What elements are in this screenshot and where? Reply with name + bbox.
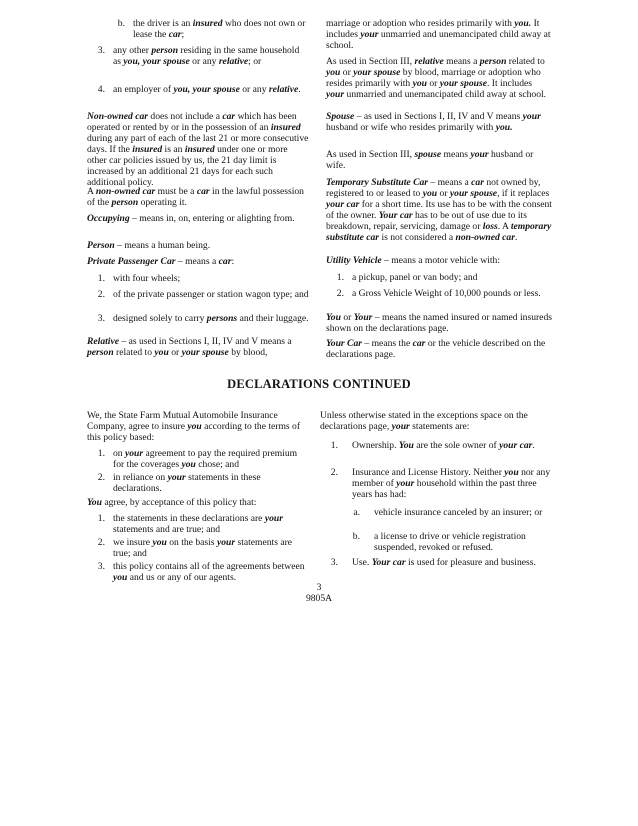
list-item: 1. the statements in these declarations are your statements and are true; and: [97, 513, 283, 535]
list-item-b: b. the driver is an insured who does not own or lease the car;: [117, 18, 306, 40]
form-code: 9805A: [305, 593, 333, 604]
spouse-definition: Spouse – as used in Sections I, II, IV and V means your husband or wife who resides primarily with you.: [326, 111, 541, 133]
list-item: 2. in reliance on your statements in these declarations.: [97, 472, 261, 494]
non-owned-car-definition: Non-owned car does not include a car which has been operated or rented by or in the possession of an insured during any part of each of the last 21 or more consecutive days. If the insured is an insured under one or more other car policies issued by us, the 21 day limit is increased by an additional 21 days for each such additional policy.: [87, 111, 309, 188]
page-number: 3: [316, 582, 322, 593]
list-item: 1. with four wheels;: [97, 273, 181, 284]
left-column-top: [87, 18, 309, 358]
list-item: 2. we insure you on the basis your statements are true; and: [97, 537, 293, 559]
relative-definition: Relative – as used in Sections I, II, IV and V means a person related to you or your spouse by blood,: [87, 336, 292, 358]
private-passenger-car-definition: Private Passenger Car – means a car:: [87, 256, 235, 267]
list-item-a: a. vehicle insurance canceled by an insurer; or: [353, 507, 543, 518]
declarations-intro: We, the State Farm Mutual Automobile Insurance Company, agree to insure you according to the terms of this policy based:: [87, 410, 301, 443]
list-item-insurance-history: 2. Insurance and License History. Neither you nor any member of your household within the past three years has had:: [330, 467, 551, 500]
section-3-relative: As used in Section III, relative means a person related to you or your spouse by blood, marriage or adoption who resides primarily with you or your spouse. It includes your unmarried and unemancipated child away at school.: [326, 56, 547, 100]
non-owned-car-possession: A non-owned car must be a car in the lawful possession of the person operating it.: [87, 186, 304, 208]
agreement-intro: You agree, by acceptance of this policy that:: [87, 497, 257, 508]
left-column-bottom: [87, 410, 309, 590]
list-item: 2. a Gross Vehicle Weight of 10,000 pounds or less.: [336, 288, 541, 299]
person-definition: Person – means a human being.: [87, 240, 211, 251]
relative-continued: marriage or adoption who resides primarily with you. It includes your unmarried and unemancipated child away at school.: [326, 18, 551, 51]
list-item: 2. of the private passenger or station wagon type; and: [97, 289, 309, 300]
list-item: 3. designed solely to carry persons and their luggage.: [97, 313, 309, 324]
statements-intro: Unless otherwise stated in the exceptions space on the declarations page, your statements are:: [320, 410, 528, 432]
list-item-use: 3. Use. Your car is used for pleasure and business.: [330, 557, 536, 568]
you-definition: You or Your – means the named insured or named insureds shown on the declarations page.: [326, 312, 552, 334]
section-heading: DECLARATIONS CONTINUED: [227, 377, 411, 391]
occupying-definition: Occupying – means in, on, entering or alighting from.: [87, 213, 295, 224]
list-item: 1. on your agreement to pay the required premium for the coverages you chose; and: [97, 448, 298, 470]
list-item-ownership: 1. Ownership. You are the sole owner of your car.: [330, 440, 535, 451]
right-column-bottom: [320, 410, 552, 590]
list-item-4: 4. an employer of you, your spouse or any relative.: [97, 84, 301, 95]
your-car-definition: Your Car – means the car or the vehicle described on the declarations page.: [326, 338, 546, 360]
utility-vehicle-definition: Utility Vehicle – means a motor vehicle with:: [326, 255, 500, 266]
list-item: 3. this policy contains all of the agreements between you and us or any of our agents.: [97, 561, 305, 583]
list-item-b: b. a license to drive or vehicle registration suspended, revoked or refused.: [352, 531, 526, 553]
list-item: 1. a pickup, panel or van body; and: [336, 272, 478, 283]
list-item-3: 3. any other person residing in the same household as you, your spouse or any relative; or: [97, 45, 300, 67]
section-3-spouse: As used in Section III, spouse means your husband or wife.: [326, 149, 534, 171]
temporary-substitute-car-definition: Temporary Substitute Car – means a car not owned by, registered to or leased to you or your spouse, if it replaces your car for a short time. Its use has to be with the consent of the owner. Your car has to be out of use due to its breakdown, repair, servicing, damage or loss. A temporary substitute car is not considered a non-owned car.: [326, 177, 552, 243]
right-column-top: [326, 18, 552, 360]
